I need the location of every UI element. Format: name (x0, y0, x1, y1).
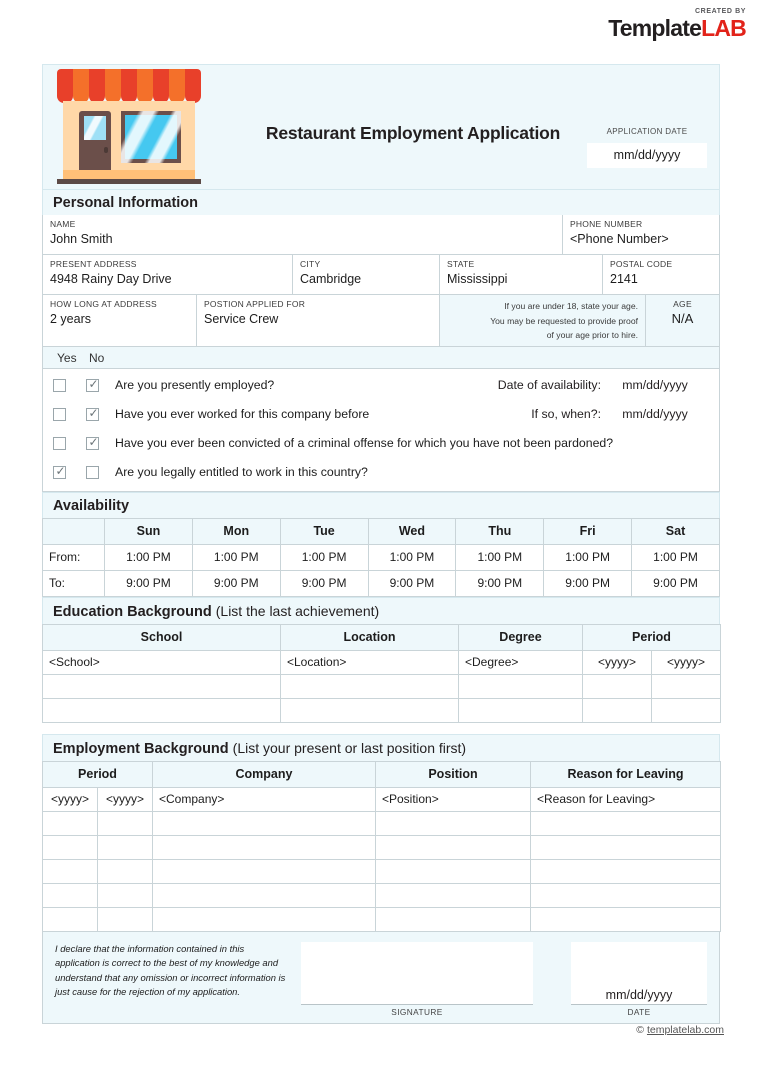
city-value: Cambridge (300, 272, 362, 286)
window-shape (121, 111, 181, 163)
question-text: Have you ever been convicted of a criminal offense for which you have not been pardoned? (115, 436, 614, 450)
section-title-education-background (42, 597, 720, 624)
employment-header-reason: Reason for Leaving (531, 761, 721, 787)
employment-company-value[interactable]: <Company> (153, 787, 376, 811)
employment-period-from-value[interactable] (43, 835, 98, 859)
logo-created-by-text: CREATED BY (695, 8, 746, 15)
signature-field[interactable] (301, 942, 533, 1017)
education-subheading: (List the last achievement) (215, 602, 380, 619)
name-value: John Smith (50, 232, 113, 246)
how-long-at-address-field[interactable] (42, 295, 197, 347)
employment-position-value[interactable] (376, 835, 531, 859)
name-field[interactable] (42, 215, 563, 255)
phone-label: PHONE NUMBER (570, 219, 643, 229)
application-date-input[interactable]: mm/dd/yyyy (587, 143, 707, 168)
to-time-sun[interactable]: 9:00 PM (105, 570, 193, 596)
day-header-tue: Tue (280, 518, 368, 544)
education-school-value[interactable] (43, 698, 281, 722)
footer-copyright (636, 1024, 724, 1036)
table-row (43, 787, 721, 811)
checkbox-no[interactable] (86, 408, 99, 421)
copyright-symbol: © (636, 1024, 645, 1036)
employment-period-from-value[interactable] (43, 859, 98, 883)
education-school-value[interactable] (43, 674, 281, 698)
table-row (43, 883, 721, 907)
table-row (43, 698, 721, 722)
employment-company-value[interactable] (153, 859, 376, 883)
form-body (42, 64, 720, 1024)
declaration-date-label: DATE (571, 1004, 707, 1017)
from-label: From: (43, 544, 105, 570)
question-row (43, 429, 719, 458)
address-value: 4948 Rainy Day Drive (50, 272, 172, 286)
personal-row-address (42, 255, 720, 295)
education-header-row (43, 624, 721, 650)
page-title: Restaurant Employment Application (265, 123, 561, 143)
position-applied-for-field[interactable] (197, 295, 440, 347)
education-header-school: School (43, 624, 281, 650)
employment-table (42, 761, 721, 932)
checkbox-yes[interactable] (53, 379, 66, 392)
from-time-fri[interactable]: 1:00 PM (544, 544, 632, 570)
employment-period-to-value[interactable] (98, 907, 153, 931)
to-time-fri[interactable]: 9:00 PM (544, 570, 632, 596)
employment-position-value[interactable] (376, 907, 531, 931)
city-label: CITY (300, 259, 321, 269)
age-notice-line-3: of your age prior to hire. (546, 330, 638, 340)
position-applied-value: Service Crew (204, 312, 279, 326)
postal-code-label: POSTAL CODE (610, 259, 673, 269)
day-header-thu: Thu (456, 518, 544, 544)
day-header-sat: Sat (632, 518, 720, 544)
phone-field[interactable] (563, 215, 720, 255)
employment-company-value[interactable] (153, 883, 376, 907)
employment-reason-value[interactable] (531, 907, 721, 931)
education-period-to-value[interactable]: <yyyy> (652, 650, 721, 674)
availability-header-row (43, 518, 720, 544)
personal-row-howlong (42, 295, 720, 347)
city-field[interactable] (293, 255, 440, 295)
state-value: Mississippi (447, 272, 508, 286)
checkbox-yes[interactable] (53, 437, 66, 450)
employment-period-to-value[interactable] (98, 883, 153, 907)
signature-label: SIGNATURE (301, 1004, 533, 1017)
name-label: NAME (50, 219, 76, 229)
education-period-to-value[interactable] (652, 698, 721, 722)
availability-heading: Availability (53, 497, 130, 514)
restaurant-storefront-icon (57, 65, 201, 191)
employment-period-from-value[interactable] (43, 811, 98, 835)
checkbox-no[interactable] (86, 466, 99, 479)
to-time-thu[interactable]: 9:00 PM (456, 570, 544, 596)
question-row (43, 458, 719, 487)
education-table (42, 624, 721, 723)
tail-label: Date of availability: (497, 378, 601, 392)
education-header-degree: Degree (459, 624, 583, 650)
from-time-mon[interactable]: 1:00 PM (192, 544, 280, 570)
application-date-field (587, 127, 707, 168)
application-date-label: APPLICATION DATE (606, 127, 688, 136)
to-time-wed[interactable]: 9:00 PM (368, 570, 456, 596)
employment-period-from-value[interactable] (43, 883, 98, 907)
from-time-tue[interactable]: 1:00 PM (280, 544, 368, 570)
availability-from-row (43, 544, 720, 570)
employment-reason-value[interactable]: <Reason for Leaving> (531, 787, 721, 811)
employment-heading: Employment Background (53, 740, 229, 757)
stoop-shape (63, 170, 195, 179)
question-text: Have you ever worked for this company before (115, 407, 370, 421)
education-period-from-value[interactable]: <yyyy> (583, 650, 652, 674)
signature-input[interactable] (301, 942, 533, 1004)
section-title-availability (42, 492, 720, 518)
employment-header-row (43, 761, 721, 787)
door-knob-shape (104, 147, 108, 153)
employment-header-period: Period (43, 761, 153, 787)
state-label: STATE (447, 259, 475, 269)
availability-corner-cell (43, 518, 105, 544)
employment-position-value[interactable] (376, 811, 531, 835)
declaration-date-input[interactable]: mm/dd/yyyy (571, 942, 707, 1004)
from-time-wed[interactable]: 1:00 PM (368, 544, 456, 570)
employment-header-position: Position (376, 761, 531, 787)
to-time-mon[interactable]: 9:00 PM (192, 570, 280, 596)
employment-position-value[interactable]: <Position> (376, 787, 531, 811)
section-title-personal-information (42, 189, 720, 215)
state-field[interactable] (440, 255, 603, 295)
employment-period-to-value[interactable]: <yyyy> (98, 787, 153, 811)
employment-reason-value[interactable] (531, 811, 721, 835)
postal-code-field[interactable] (603, 255, 720, 295)
address-field[interactable] (42, 255, 293, 295)
tail-label: If so, when?: (531, 407, 601, 421)
to-time-sat[interactable]: 9:00 PM (632, 570, 720, 596)
ground-shape (57, 179, 201, 184)
phone-value: <Phone Number> (570, 232, 669, 246)
employment-period-to-value[interactable] (98, 859, 153, 883)
age-field[interactable] (646, 295, 720, 347)
declaration-section (42, 932, 720, 1024)
employment-period-from-value[interactable] (43, 907, 98, 931)
table-row (43, 907, 721, 931)
yes-column-label: Yes (57, 350, 77, 365)
education-period-from-value[interactable] (583, 674, 652, 698)
table-row (43, 835, 721, 859)
question-text: Are you legally entitled to work in this country? (115, 465, 368, 479)
age-notice-line-1: If you are under 18, state your age. (504, 301, 638, 311)
employment-period-from-value[interactable]: <yyyy> (43, 787, 98, 811)
education-degree-value[interactable] (459, 674, 583, 698)
to-label: To: (43, 570, 105, 596)
table-row (43, 811, 721, 835)
day-header-wed: Wed (368, 518, 456, 544)
education-school-value[interactable]: <School> (43, 650, 281, 674)
employment-position-value[interactable] (376, 883, 531, 907)
templatelab-logo (608, 8, 746, 40)
day-header-sun: Sun (105, 518, 193, 544)
logo-word-lab: LAB (701, 15, 746, 41)
checkbox-no[interactable] (86, 379, 99, 392)
day-header-fri: Fri (544, 518, 632, 544)
education-header-location: Location (281, 624, 459, 650)
age-notice (440, 295, 646, 347)
postal-code-value: 2141 (610, 272, 638, 286)
education-degree-value[interactable]: <Degree> (459, 650, 583, 674)
question-text: Are you presently employed? (115, 378, 275, 392)
age-notice-line-2: You may be requested to provide proof (490, 315, 638, 326)
declaration-text: I declare that the information contained in this application is correct to the best of my knowledge and understand that any omission or incorrect information is just cause for the rejection of my application. (55, 942, 286, 997)
employment-position-value[interactable] (376, 859, 531, 883)
door-window-shape (84, 116, 106, 140)
section-title-employment-background (42, 734, 720, 761)
employment-company-value[interactable] (153, 835, 376, 859)
to-time-tue[interactable]: 9:00 PM (280, 570, 368, 596)
tail-value[interactable]: mm/dd/yyyy (622, 407, 688, 421)
how-long-label: HOW LONG AT ADDRESS (50, 299, 157, 309)
table-row (43, 650, 721, 674)
employment-reason-value[interactable] (531, 835, 721, 859)
personal-row-name (42, 215, 720, 255)
question-tail (498, 378, 709, 392)
how-long-value: 2 years (50, 312, 91, 326)
education-period-from-value[interactable] (583, 698, 652, 722)
age-value: N/A (671, 311, 694, 326)
education-period-to-value[interactable] (652, 674, 721, 698)
employment-header-company: Company (153, 761, 376, 787)
checkbox-no[interactable] (86, 437, 99, 450)
no-column-label: No (89, 350, 105, 365)
awning-shape (57, 69, 201, 103)
employment-reason-value[interactable] (531, 859, 721, 883)
from-time-sat[interactable]: 1:00 PM (632, 544, 720, 570)
age-label: AGE (673, 299, 692, 309)
checkbox-yes[interactable] (53, 466, 66, 479)
employment-reason-value[interactable] (531, 883, 721, 907)
declaration-date-field[interactable] (571, 942, 707, 1017)
door-shape (79, 111, 111, 179)
question-row (43, 400, 719, 429)
personal-info-heading: Personal Information (53, 195, 199, 211)
employment-company-value[interactable] (153, 907, 376, 931)
employment-period-to-value[interactable] (98, 811, 153, 835)
availability-table (42, 518, 720, 597)
logo-wordmark (608, 17, 746, 40)
address-label: PRESENT ADDRESS (50, 259, 137, 269)
tail-value[interactable]: mm/dd/yyyy (622, 378, 688, 392)
education-heading: Education Background (53, 603, 212, 620)
from-time-thu[interactable]: 1:00 PM (456, 544, 544, 570)
from-time-sun[interactable]: 1:00 PM (105, 544, 193, 570)
education-location-value[interactable] (281, 674, 459, 698)
table-row (43, 859, 721, 883)
position-applied-label: POSTION APPLIED FOR (204, 299, 306, 309)
education-header-period: Period (583, 624, 721, 650)
logo-word-template: Template (608, 15, 702, 41)
availability-to-row (43, 570, 720, 596)
checkbox-yes[interactable] (53, 408, 66, 421)
question-tail (531, 407, 709, 421)
table-row (43, 674, 721, 698)
day-header-mon: Mon (192, 518, 280, 544)
employment-period-to-value[interactable] (98, 835, 153, 859)
education-location-value[interactable] (281, 698, 459, 722)
education-degree-value[interactable] (459, 698, 583, 722)
employment-company-value[interactable] (153, 811, 376, 835)
questions-list (42, 369, 720, 492)
employment-subheading: (List your present or last position first) (232, 739, 467, 756)
education-location-value[interactable]: <Location> (281, 650, 459, 674)
footer-site-link[interactable]: templatelab.com (646, 1024, 724, 1036)
question-row (43, 371, 719, 400)
yes-no-column-header (42, 347, 720, 369)
form-header-band (42, 64, 720, 189)
